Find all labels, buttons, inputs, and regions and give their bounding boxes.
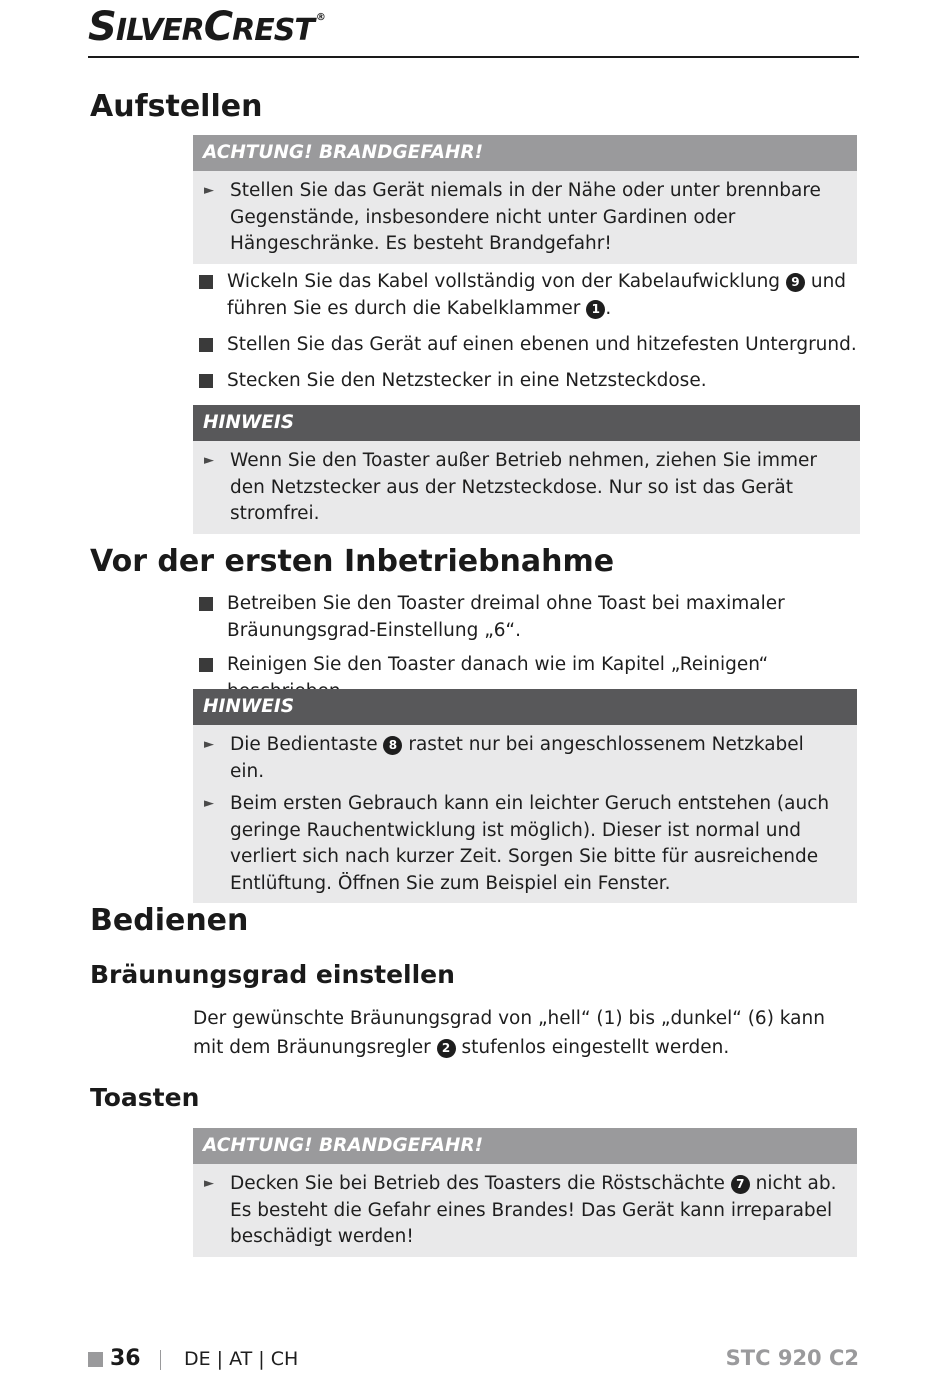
country-codes: DE | AT | CH	[184, 1348, 299, 1370]
brand-logo: SILVERCREST ®	[88, 4, 325, 50]
square-bullet-icon	[199, 374, 213, 388]
note-item: ► Die Bedientaste 8 rastet nur bei angeschlossenem Netzkabel ein.	[204, 734, 804, 782]
note-item: ► Wenn Sie den Toaster außer Betrieb nehmen, ziehen Sie immer den Netzstecker aus der Netzsteckdose. Nur so ist das Gerät stromfrei.	[204, 450, 818, 524]
warning-box-toasting	[193, 1128, 857, 1257]
arrow-bullet-icon: ►	[204, 183, 214, 198]
footer-divider	[160, 1350, 161, 1370]
setup-step-1: Wickeln Sie das Kabel vollständig von der Kabelaufwicklung 9 und führen Sie es durch die Kabelklammer 1 .	[199, 269, 859, 322]
warning-item: ► Decken Sie bei Betrieb des Toasters die Röstschächte 7 nicht ab. Es besteht die Gefahr eines Brandes! Das Gerät kann irreparabel beschädigt werden!	[204, 1173, 837, 1247]
note-label: HINWEIS	[193, 405, 860, 441]
reference-number-icon: 1	[586, 300, 605, 319]
arrow-bullet-icon: ►	[204, 796, 214, 811]
square-bullet-icon	[199, 275, 213, 289]
setup-step-3: Stecken Sie den Netzstecker in eine Netzsteckdose.	[199, 368, 859, 395]
warning-box-setup	[193, 135, 857, 264]
browning-paragraph: Der gewünschte Bräunungsgrad von „hell“ (1) bis „dunkel“ (6) kann mit dem Bräunungsregler 2 stufenlos eingestellt werden.	[193, 1008, 825, 1058]
reference-number-icon: 8	[383, 736, 402, 755]
section-title-setup: Aufstellen	[90, 89, 263, 124]
arrow-bullet-icon: ►	[204, 737, 214, 752]
section-title-first-use: Vor der ersten Inbetriebnahme	[90, 544, 615, 579]
first-use-step-2: Reinigen Sie den Toaster danach wie im Kapitel „Reinigen“	[199, 652, 859, 705]
setup-step-2: Stellen Sie das Gerät auf einen ebenen und hitzefesten Untergrund.	[199, 332, 859, 359]
page-number: 36	[110, 1346, 141, 1371]
warning-item: ► Stellen Sie das Gerät niemals in der Nähe oder unter brennbare Gegenstände, insbesondere nicht unter Gardinen oder Hängeschränke. Es besteht Brandgefahr!	[204, 180, 821, 254]
model-number: STC 920 C2	[725, 1346, 859, 1370]
arrow-bullet-icon: ►	[204, 453, 214, 468]
warning-label: ACHTUNG! BRANDGEFAHR!	[193, 1128, 857, 1164]
note-item: ► Beim ersten Gebrauch kann ein leichter Geruch entstehen (auch geringe Rauchentwicklung ist möglich). Dieser ist normal und verliert sich nach kurzer Zeit. Sorgen Sie bitte für ausreichende Entlüftung. Öffnen Sie zum Beispiel ein Fenster.	[204, 793, 830, 894]
header-divider	[88, 56, 859, 58]
section-title-operation: Bedienen	[90, 903, 249, 938]
note-box-first-use	[193, 689, 857, 903]
note-label: HINWEIS	[193, 689, 857, 725]
reference-number-icon: 2	[437, 1039, 456, 1058]
reference-number-icon: 9	[786, 273, 805, 292]
warning-label: ACHTUNG! BRANDGEFAHR!	[193, 135, 857, 171]
square-bullet-icon	[199, 338, 213, 352]
square-bullet-icon	[199, 658, 213, 672]
square-bullet-icon	[199, 597, 213, 611]
arrow-bullet-icon: ►	[204, 1176, 214, 1191]
subsection-title-browning: Bräunungsgrad einstellen	[90, 960, 455, 989]
subsection-title-toasting: Toasten	[90, 1083, 200, 1112]
first-use-step-1: Betreiben Sie den Toaster dreimal ohne Toast bei maximaler Bräunungsgrad-Einstellung „6“.	[199, 591, 859, 644]
footer-square-icon	[88, 1352, 103, 1367]
note-box-setup	[193, 405, 860, 534]
reference-number-icon: 7	[731, 1175, 750, 1194]
